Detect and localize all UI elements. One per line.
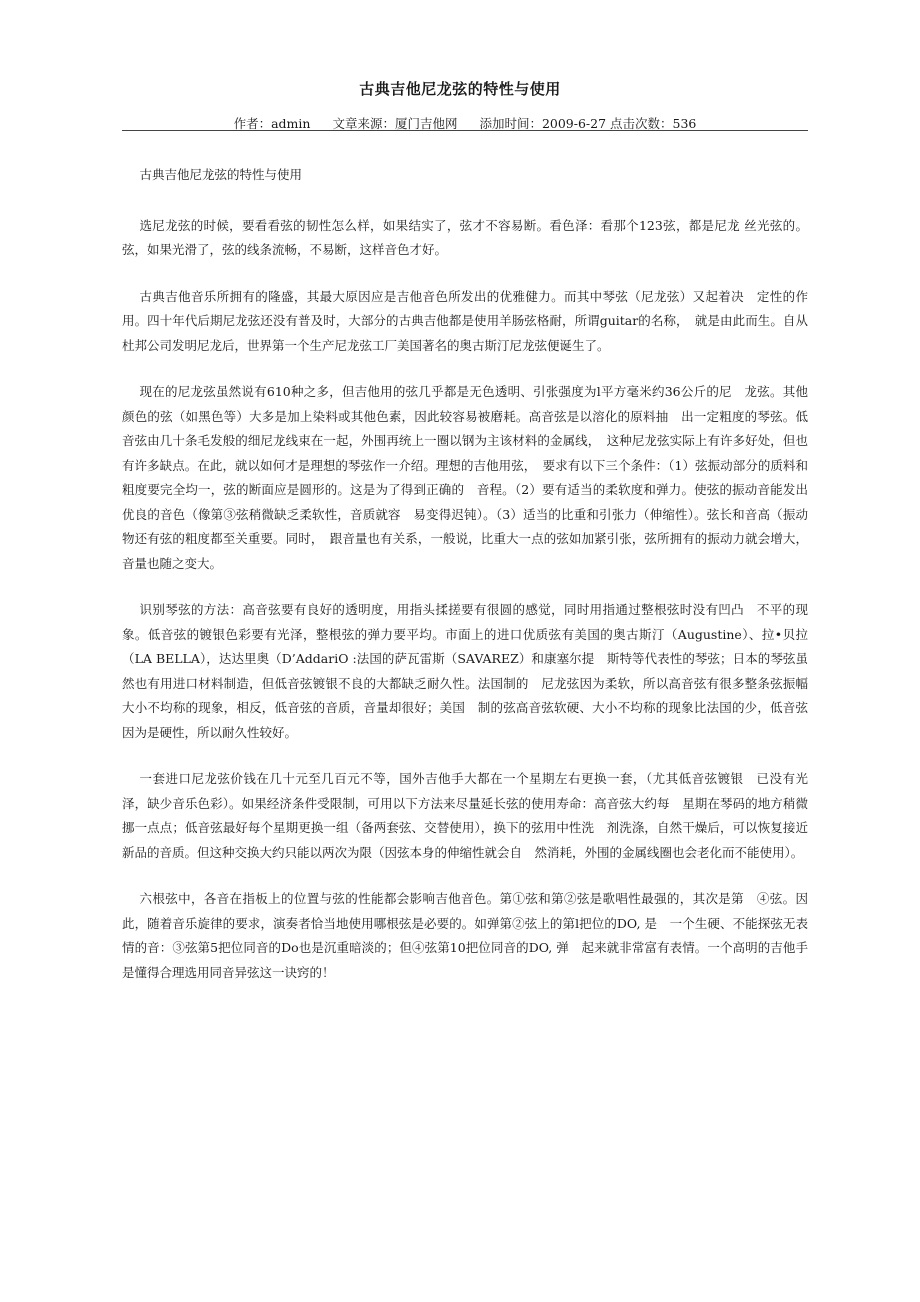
source-label: 文章来源：厦门吉他网: [332, 116, 458, 131]
paragraph: 现在的尼龙弦虽然说有610种之多，但吉他用的弦几乎都是无色透明、引张强度为l平方毫米约36公斤的尼 龙弦。其他颜色的弦（如黑色等）大多是加上染料或其他色素，因此较容易被磨耗。高音弦是以溶化的原料抽 出一定粗度的琴弦。低音弦由几十条毛发般的细尼龙线束在一起，外围再统上一圈以钢为主该材料的金属线， 这种尼龙弦实际上有许多好处，但也有许多缺点。在此，就以如何才是理想的琴弦作一介绍。理想的吉他用弦， 要求有以下三个条件：（1）弦振动部分的质料和粗度要完全均一，弦的断面应是圆形的。这是为了得到正确的 音程。（2）要有适当的柔软度和弹力。使弦的振动音能发出优良的音色（像第③弦稍微缺乏柔软性，音质就容 易变得迟钝）。（3）适当的比重和引张力（伸缩性）。弦长和音高（振动物还有弦的粗度都至关重要。同时， 跟音量也有关系，一般说，比重大一点的弦如加紧引张，弦所拥有的振动力就会增大，音量也随之变大。: [122, 384, 808, 571]
paragraph: 选尼龙弦的时候，要看看弦的韧性怎么样，如果结实了，弦才不容易断。看色泽：看那个123弦，都是尼龙 丝光弦的。弦，如果光滑了，弦的线条流畅，不易断，这样音色才好。: [122, 217, 808, 257]
header-divider: [122, 130, 808, 131]
paragraph: 古典吉他音乐所拥有的隆盛，其最大原因应是吉他音色所发出的优雅健力。而其中琴弦（尼龙弦）又起着决 定性的作用。四十年代后期尼龙弦还没有普及时，大部分的古典吉他都是使用羊肠弦格耐，所谓guitar的名称， 就是由此而生。自从杜邦公司发明尼龙后，世界第一个生产尼龙弦工厂美国著名的奥古斯汀尼龙弦便诞生了。: [122, 288, 808, 353]
paragraph: 一套进口尼龙弦价钱在几十元至几百元不等，国外吉他手大都在一个星期左右更换一套，（尤其低音弦镀银 已没有光泽，缺少音乐色彩）。如果经济条件受限制，可用以下方法来尽量延长弦的使用寿命：高音弦大约每 星期在琴码的地方稍微挪一点点；低音弦最好每个星期更换一组（备两套弦、交替使用），换下的弦用中性洗 剂洗涤，自然干燥后，可以恢复接近新品的音质。但这种交换大约只能以两次为限（因弦本身的伸缩性就会自 然消耗，外围的金属线圈也会老化而不能使用）。: [122, 771, 808, 860]
article-body: [122, 163, 808, 1007]
article-title: 古典吉他尼龙弦的特性与使用: [359, 80, 561, 98]
paragraph: 识别琴弦的方法：高音弦要有良好的透明度，用指头揉搓要有很圆的感觉，同时用指通过整根弦时没有凹凸 不平的现象。低音弦的镀银色彩要有光泽，整根弦的弹力要平均。市面上的进口优质弦有美国的奥古斯汀（Augustine）、拉•贝拉（LA BELLA），达达里奥（D’AddariO :法国的萨瓦雷斯（SAVAREZ）和康塞尔提 斯特等代表性的琴弦；日本的琴弦虽然也有用进口材料制造，但低音弦镀银不良的大都缺乏耐久性。法国制的 尼龙弦因为柔软，所以高音弦有很多整条弦振幅大小不均称的现象，相反，低音弦的音质，音量却很好；美国 制的弦高音弦软硬、大小不均称的现象比法国的少，低音弦因为是硬性，所以耐久性较好。: [122, 602, 808, 740]
author-label: 作者：admin: [233, 116, 311, 131]
time-clicks-label: 添加时间：2009-6-27 点击次数：536: [479, 116, 697, 131]
paragraph: 六根弦中，各音在指板上的位置与弦的性能都会影响吉他音色。第①弦和第②弦是歌唱性最强的，其次是第 ④弦。因此，随着音乐旋律的要求，演奏者恰当地使用哪根弦是必要的。如弹第②弦上的第l把位的DO, 是 一个生硬、不能探弦无表情的音：③弦第5把位同音的Do也是沉重暗淡的；但④弦第10把位同音的DO, 弹 起来就非常富有表情。一个高明的吉他手是懂得合理选用同音异弦这一诀窍的！: [122, 891, 808, 980]
paragraph-intro: 古典吉他尼龙弦的特性与使用: [139, 167, 303, 182]
